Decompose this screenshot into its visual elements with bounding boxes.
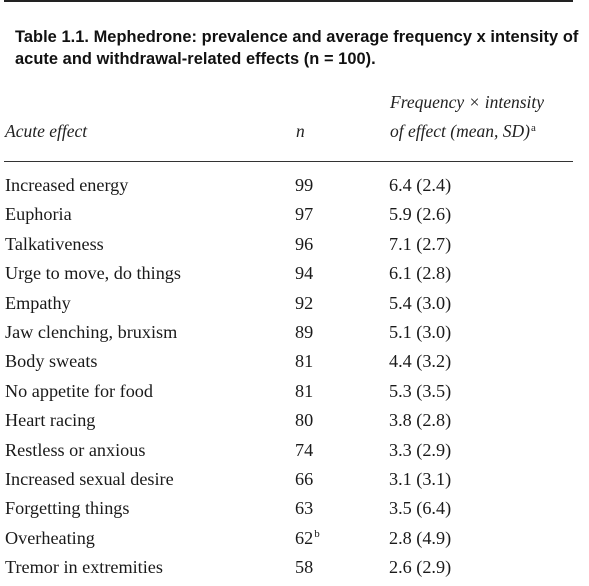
- table-top-rule: [4, 0, 573, 2]
- table-row: [0, 204, 589, 233]
- cell-effect: Restless or anxious: [5, 439, 146, 460]
- table-row: [0, 528, 589, 557]
- cell-n: [295, 381, 313, 402]
- cell-n: [295, 263, 313, 284]
- table-row: [0, 234, 589, 263]
- cell-effect: Heart racing: [5, 410, 96, 431]
- cell-n-value: 94: [295, 263, 314, 284]
- table-row: [0, 498, 589, 527]
- cell-n-value: 81: [295, 351, 314, 372]
- header-n: n: [296, 121, 305, 141]
- cell-frequency-intensity: 3.1 (3.1): [389, 468, 452, 489]
- header-footnote-marker: a: [530, 122, 536, 134]
- cell-n: [295, 351, 313, 372]
- header-frequency-line2-text: of effect (mean, SD): [390, 121, 530, 141]
- cell-n-value: 63: [295, 498, 314, 519]
- cell-n-value: 96: [295, 233, 314, 254]
- cell-frequency-intensity: 5.9 (2.6): [389, 204, 452, 225]
- table-row: [0, 440, 589, 469]
- table-caption: Table 1.1. Mephedrone: prevalence and average frequency x intensity of acute and withdrawal-related effects (n = 100).: [15, 28, 579, 68]
- header-acute-effect: Acute effect: [5, 121, 88, 141]
- table-row: [0, 322, 589, 351]
- cell-frequency-intensity: 5.4 (3.0): [389, 292, 452, 313]
- cell-n: [295, 293, 313, 314]
- table-row: [0, 557, 589, 586]
- cell-effect: Talkativeness: [5, 233, 104, 254]
- cell-n-value: 58: [295, 557, 314, 578]
- cell-n-value: 89: [295, 321, 314, 342]
- cell-effect: Euphoria: [5, 204, 72, 225]
- header-frequency-line2: [390, 121, 536, 142]
- cell-frequency-intensity: 5.3 (3.5): [389, 380, 452, 401]
- cell-n-value: 99: [295, 175, 314, 195]
- cell-n-value: 92: [295, 292, 314, 313]
- cell-frequency-intensity: 6.4 (2.4): [389, 175, 452, 195]
- cell-frequency-intensity: 5.1 (3.0): [389, 321, 452, 342]
- cell-n: [295, 204, 313, 225]
- cell-frequency-intensity: 7.1 (2.7): [389, 233, 452, 254]
- cell-n-value: 97: [295, 204, 314, 225]
- cell-n: [295, 469, 313, 490]
- header-divider: [4, 161, 573, 162]
- cell-effect: Body sweats: [5, 351, 98, 372]
- cell-effect: Overheating: [5, 527, 95, 548]
- cell-n: [295, 557, 313, 578]
- cell-frequency-intensity: 2.8 (4.9): [389, 527, 452, 548]
- cell-n: [295, 410, 313, 431]
- cell-n: [295, 440, 313, 461]
- table-row: [0, 263, 589, 292]
- cell-n: [295, 528, 320, 549]
- cell-frequency-intensity: 3.5 (6.4): [389, 498, 452, 519]
- cell-effect: Urge to move, do things: [5, 263, 181, 284]
- cell-n: [295, 175, 313, 196]
- cell-frequency-intensity: 3.3 (2.9): [389, 439, 452, 460]
- table-body: [0, 175, 589, 586]
- cell-effect: Tremor in extremities: [5, 557, 163, 578]
- cell-frequency-intensity: 6.1 (2.8): [389, 263, 452, 284]
- cell-effect: Increased energy: [5, 175, 129, 195]
- cell-n-value: 80: [295, 410, 314, 431]
- cell-n-value: 81: [295, 380, 314, 401]
- table-row: [0, 381, 589, 410]
- cell-n-value: 74: [295, 439, 314, 460]
- table-row: [0, 293, 589, 322]
- cell-n: [295, 234, 313, 255]
- cell-effect: No appetite for food: [5, 380, 153, 401]
- cell-frequency-intensity: 2.6 (2.9): [389, 557, 452, 578]
- cell-n: [295, 322, 313, 343]
- header-frequency-line1: Frequency × intensity: [390, 92, 545, 112]
- cell-n: [295, 498, 313, 519]
- cell-effect: Empathy: [5, 292, 71, 313]
- table-row: [0, 351, 589, 380]
- table-row: [0, 410, 589, 439]
- cell-n-value: 66: [295, 468, 314, 489]
- cell-effect: Jaw clenching, bruxism: [5, 321, 178, 342]
- cell-effect: Forgetting things: [5, 498, 130, 519]
- cell-frequency-intensity: 3.8 (2.8): [389, 410, 452, 431]
- cell-n-value: 62: [295, 527, 314, 548]
- cell-frequency-intensity: 4.4 (3.2): [389, 351, 452, 372]
- cell-effect: Increased sexual desire: [5, 468, 174, 489]
- cell-n-footnote: b: [314, 527, 320, 540]
- table-row: [0, 469, 589, 498]
- table-row: [0, 175, 589, 204]
